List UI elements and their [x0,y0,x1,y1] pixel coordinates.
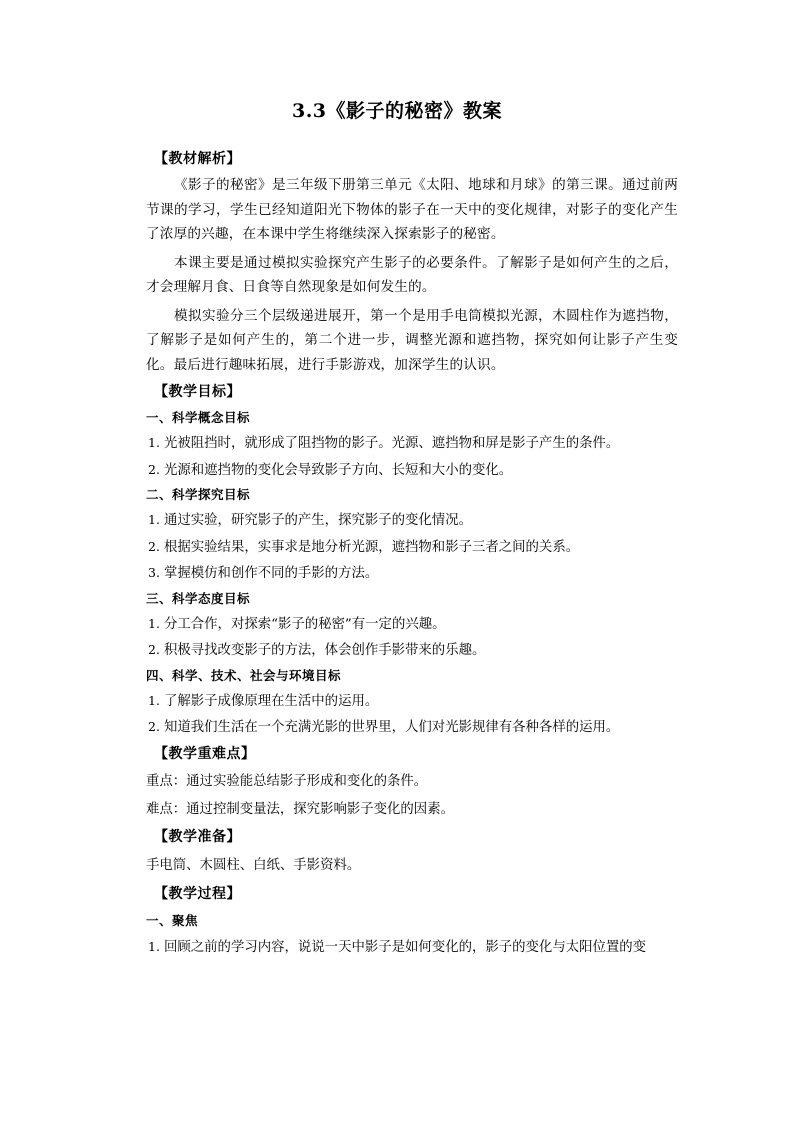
goal-group-title-concept: 一、科学概念目标 [146,410,251,425]
goal-item: 1. 了解影子成像原理在生活中的运用。 [148,692,379,709]
goal-item: 1. 分工合作，对探索“影子的秘密”有一定的兴趣。 [148,615,446,632]
prep-materials: 手电筒、木圆柱、白纸、手影资料。 [146,857,361,873]
section-heading-prep: 【教学准备】 [154,828,241,845]
process-sub-heading: 一、聚焦 [146,912,199,928]
goal-item: 2. 光源和遮挡物的变化会导致影子方向、长短和大小的变化。 [148,461,513,478]
section-heading-goals: 【教学目标】 [154,384,241,400]
process-item: 1. 回顾之前的学习内容，说说一天中影子是如何变化的，影子的变化与太阳位置的变 [148,938,647,955]
analysis-paragraph-3: 模拟实验分三个层级递进展开，第一个是用手电筒模拟光源，木圆柱作为遮挡物，了解影子是如何产生的，第二个进一步，调整光源和遮挡物，探究如何让影子产生变化。最后进行趣味拓展，进行手影游戏，加深学生的认识。 [146,307,678,373]
goal-item: 2. 根据实验结果，实事求是地分析光源，遮挡物和影子三者之间的关系。 [148,538,580,555]
goal-item: 1. 通过实验，研究影子的产生，探究影子的变化情况。 [148,512,472,528]
goal-item: 3. 掌握模仿和创作不同的手影的方法。 [148,565,379,581]
goal-item: 2. 知道我们生活在一个充满光影的世界里，人们对光影规律有各种各样的运用。 [148,719,620,735]
goal-item: 2. 积极寻找改变影子的方法，体会创作手影带来的乐趣。 [148,642,486,658]
goal-item: 1. 光被阻挡时，就形成了阻挡物的影子。光源、遮挡物和屏是影子产生的条件。 [148,435,620,451]
section-heading-process: 【教学过程】 [154,885,241,902]
document-body [146,146,678,960]
section-heading-keypoints: 【教学重难点】 [154,745,256,762]
difficult-point-line: 难点：通过控制变量法，探究影响影子变化的因素。 [146,801,454,817]
key-point-line: 重点：通过实验能总结影子形成和变化的条件。 [146,773,428,789]
goal-group-title-attitude: 三、科学态度目标 [146,590,251,606]
goal-group-title-sts: 四、科学、技术、社会与环境目标 [146,667,342,683]
page-title: 3.3《影子的秘密》教案 [291,100,503,122]
goal-group-title-inquiry: 二、科学探究目标 [146,487,251,502]
analysis-paragraph-1: 《影子的秘密》是三年级下册第三单元《太阳、地球和月球》的第三课。通过前两节课的学习，学生已经知道阳光下物体的影子在一天中的变化规律，对影子的变化产生了浓厚的兴趣，在本课中学生将继续深入探索影子的秘密。 [146,177,678,242]
analysis-paragraph-2: 本课主要是通过模拟实验探究产生影子的必要条件。了解影子是如何产生的之后，才会理解月食、日食等自然现象是如何发生的。 [146,254,678,295]
section-heading-analysis: 【教材解析】 [154,151,241,167]
